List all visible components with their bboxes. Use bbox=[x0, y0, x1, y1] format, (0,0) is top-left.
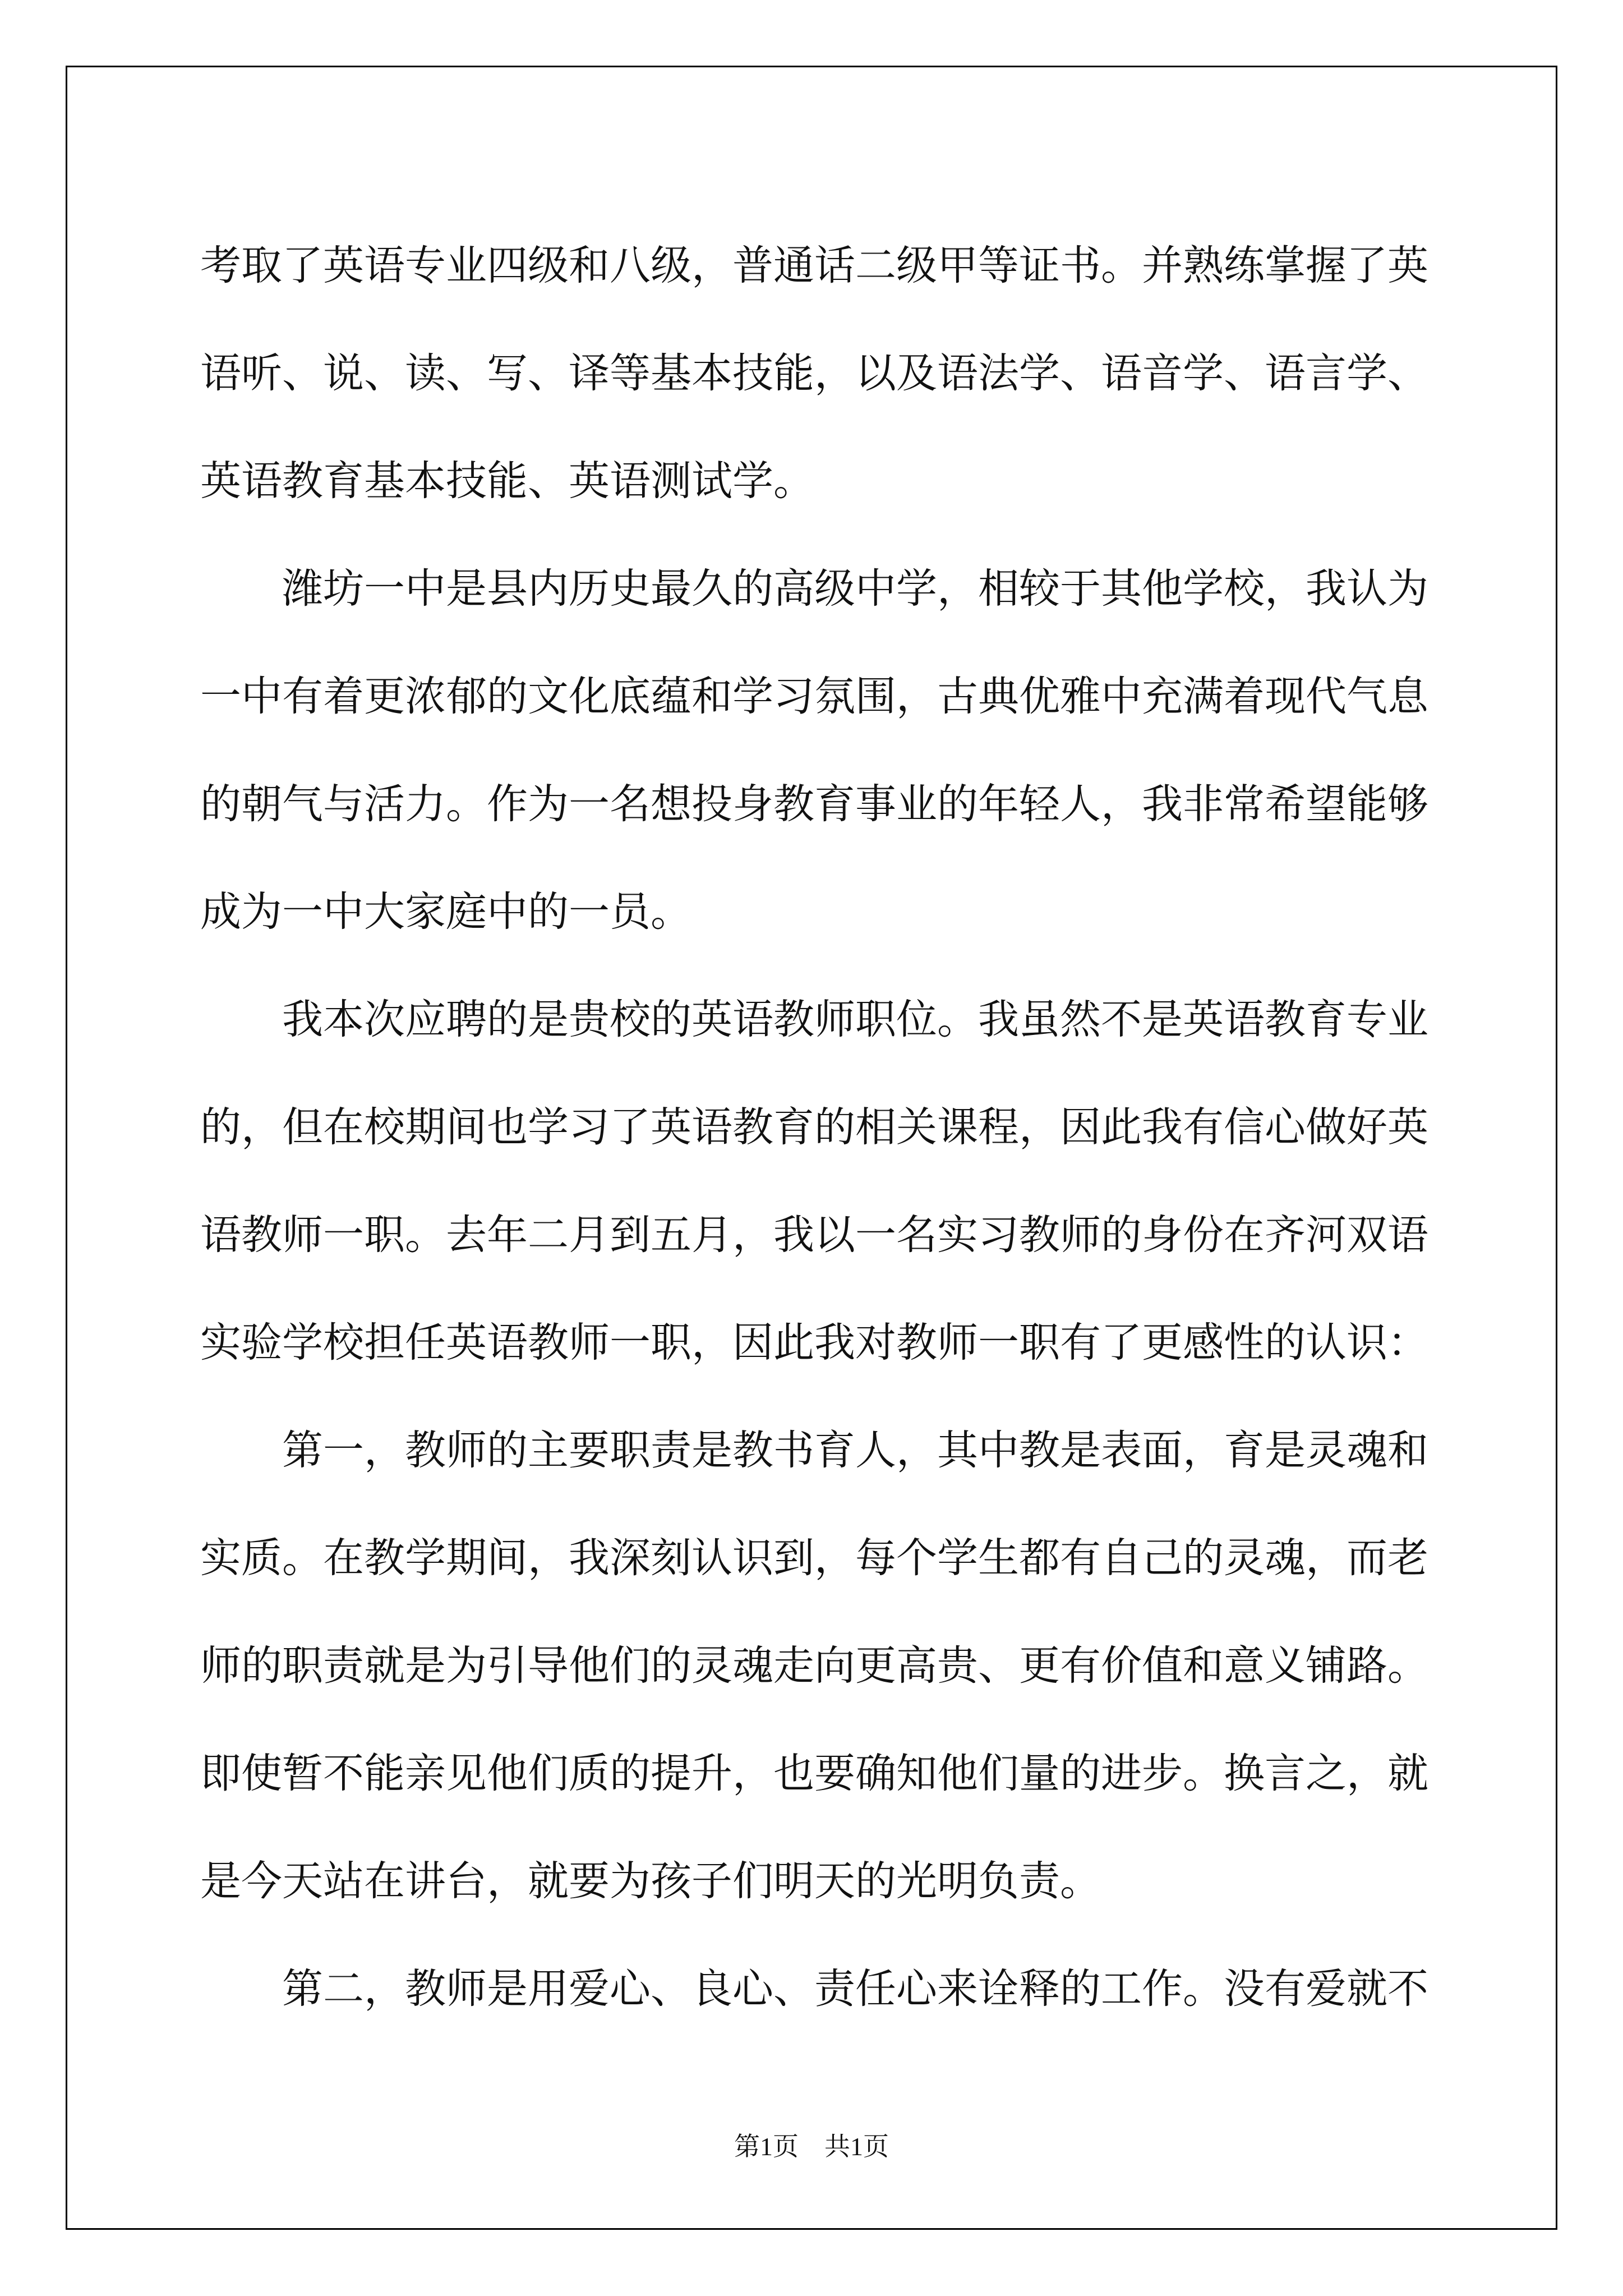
document-body bbox=[200, 212, 1428, 2043]
page-footer: 第1页 共1页 bbox=[734, 2132, 889, 2161]
paragraph-1: 考取了英语专业四级和八级，普通话二级甲等证书。并熟练掌握了英语听、说、读、写、译等基本技能，以及语法学、语音学、语言学、英语教育基本技能、英语测试学。 bbox=[200, 242, 1428, 505]
paragraph-5: 第二，教师是用爱心、良心、责任心来诠释的工作。没有爱就不 bbox=[282, 1965, 1428, 2013]
paragraph-2: 潍坊一中是县内历史最久的高级中学，相较于其他学校，我认为一中有着更浓郁的文化底蕴和学习氛围，古典优雅中充满着现代气息的朝气与活力。作为一名想投身教育事业的年轻人，我非常希望能够成为一中大家庭中的一员。 bbox=[200, 565, 1428, 936]
paragraph-4: 第一，教师的主要职责是教书育人，其中教是表面，育是灵魂和实质。在教学期间，我深刻认识到，每个学生都有自己的灵魂，而老师的职责就是为引导他们的灵魂走向更高贵、更有价值和意义铺路。即使暂不能亲见他们质的提升，也要确知他们量的进步。换言之，就是今天站在讲台，就要为孩子们明天的光明负责。 bbox=[200, 1427, 1428, 1905]
paragraph-3: 我本次应聘的是贵校的英语教师职位。我虽然不是英语教育专业的，但在校期间也学习了英语教育的相关课程，因此我有信心做好英语教师一职。去年二月到五月，我以一名实习教师的身份在齐河双语实验学校担任英语教师一职，因此我对教师一职有了更感性的认识： bbox=[200, 996, 1428, 1366]
